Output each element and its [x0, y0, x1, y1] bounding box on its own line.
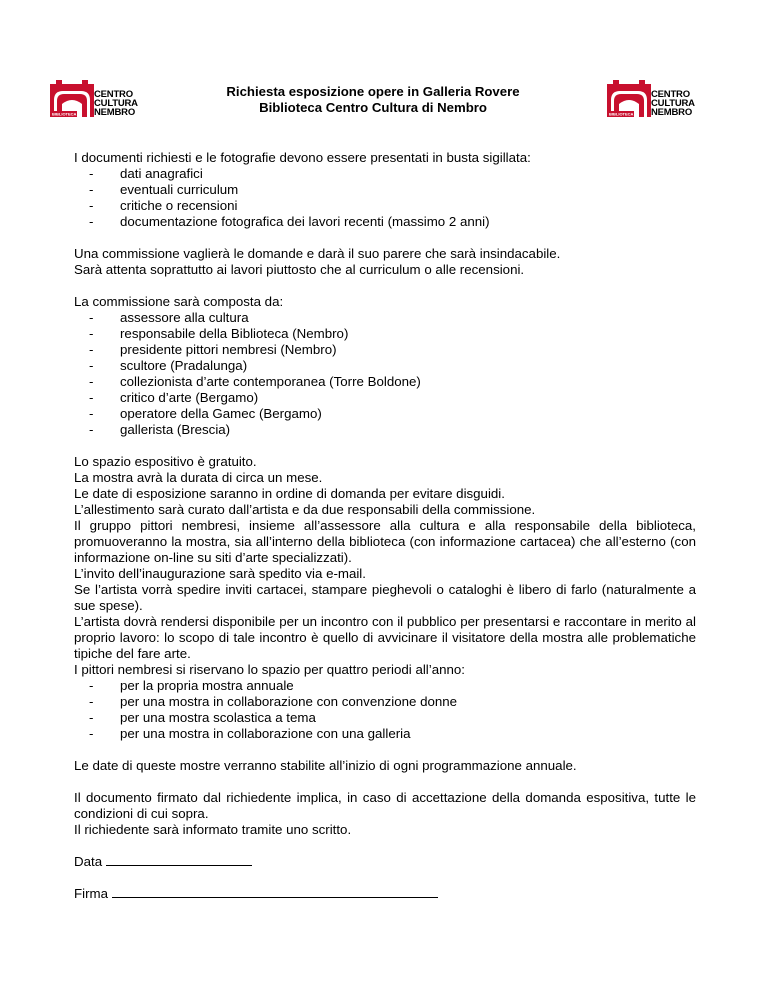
list-item: - dati anagrafici [74, 166, 696, 182]
title-line-2: Biblioteca Centro Cultura di Nembro [259, 100, 487, 115]
logo-band-text: BIBLIOTECA [609, 111, 634, 117]
section-documents [74, 150, 696, 230]
list-item: - responsabile della Biblioteca (Nembro) [74, 326, 696, 342]
rule-text: La mostra avrà la durata di circa un mese. [74, 470, 323, 485]
list-item: - critico d’arte (Bergamo) [74, 390, 696, 406]
logo-left [50, 80, 142, 122]
logo-mark-icon [607, 80, 651, 120]
rule-text: L’artista dovrà rendersi disponibile per un incontro con il pubblico per presentarsi e raccontare in merito al proprio lavoro: lo scopo di tale incontro è quello di avvicinare il visitatore della mostra alle problematiche tipiche del fare arte. [74, 614, 696, 661]
section-dates [74, 758, 696, 774]
list-item: - operatore della Gamec (Bergamo) [74, 406, 696, 422]
list-item: - eventuali curriculum [74, 182, 696, 198]
date-line[interactable] [106, 854, 252, 866]
logo-line-3: NEMBRO [651, 107, 693, 118]
date-label: Data [74, 854, 103, 869]
logo-brand-text [651, 90, 695, 117]
section-closing [74, 790, 696, 838]
commission-text-2: Sarà attenta soprattutto ai lavori piuttosto che al curriculum o alle recensioni. [74, 262, 525, 277]
section-rules [74, 454, 696, 742]
list-item: - gallerista (Brescia) [74, 422, 696, 438]
list-item: - critiche o recensioni [74, 198, 696, 214]
list-item: - per la propria mostra annuale [74, 678, 696, 694]
list-item: - documentazione fotografica dei lavori recenti (massimo 2 anni) [74, 214, 696, 230]
reserved-periods-list [74, 678, 696, 742]
list-item: - assessore alla cultura [74, 310, 696, 326]
dates-note: Le date di queste mostre verranno stabilite all’inizio di ogni programmazione annuale. [74, 758, 577, 773]
rule-text: Le date di esposizione saranno in ordine di domanda per evitare disguidi. [74, 486, 505, 501]
intro-text: I documenti richiesti e le fotografie devono essere presentati in busta sigillata: [74, 150, 531, 165]
composition-intro: La commissione sarà composta da: [74, 294, 284, 309]
commission-text-1: Una commissione vaglierà le domande e darà il suo parere che sarà insindacabile. [74, 246, 561, 261]
logo-line-1: CENTRO [94, 89, 133, 100]
list-item: - per una mostra in collaborazione con una galleria [74, 726, 696, 742]
rule-text: I pittori nembresi si riservano lo spazio per quattro periodi all’anno: [74, 662, 465, 677]
signature-label: Firma [74, 886, 108, 901]
signature-field [74, 886, 696, 902]
page-title [140, 84, 606, 116]
rule-text: Se l’artista vorrà spedire inviti cartacei, stampare pieghevoli o cataloghi è libero di farlo (naturalmente a sue spese). [74, 582, 696, 613]
section-commission [74, 246, 696, 278]
rule-text: Lo spazio espositivo è gratuito. [74, 454, 257, 469]
logo-line-3: NEMBRO [94, 107, 136, 118]
list-item: - per una mostra in collaborazione con convenzione donne [74, 694, 696, 710]
logo-right [607, 80, 699, 122]
signature-line[interactable] [112, 886, 438, 898]
list-item: - scultore (Pradalunga) [74, 358, 696, 374]
title-line-1: Richiesta esposizione opere in Galleria Rovere [226, 84, 520, 99]
logo-mark-icon [50, 80, 94, 120]
logo-line-2: CULTURA [94, 98, 138, 109]
document-body [74, 150, 696, 902]
section-composition [74, 294, 696, 438]
rule-text: Il gruppo pittori nembresi, insieme all’assessore alla cultura e alla responsabile della biblioteca, promuoveranno la mostra, sia all’interno della biblioteca (con informazione cartacea) che all’esterno (con informazione on-line su siti d’arte specializzati). [74, 518, 696, 565]
closing-text-1: Il documento firmato dal richiedente implica, in caso di accettazione della domanda espositiva, tutte le condizioni di cui sopra. [74, 790, 696, 821]
logo-line-2: CULTURA [651, 98, 695, 109]
rule-text: L’allestimento sarà curato dall’artista e da due responsabili della commissione. [74, 502, 536, 517]
logo-line-1: CENTRO [651, 89, 690, 100]
list-item: - collezionista d’arte contemporanea (Torre Boldone) [74, 374, 696, 390]
list-item: - per una mostra scolastica a tema [74, 710, 696, 726]
logo-brand-text [94, 90, 138, 117]
list-item: - presidente pittori nembresi (Nembro) [74, 342, 696, 358]
composition-list [74, 310, 696, 438]
rule-text: L’invito dell’inaugurazione sarà spedito via e-mail. [74, 566, 366, 581]
closing-text-2: Il richiedente sarà informato tramite uno scritto. [74, 822, 352, 837]
logo-band-text: BIBLIOTECA [52, 111, 77, 117]
date-field [74, 854, 696, 870]
documents-list [74, 166, 696, 230]
